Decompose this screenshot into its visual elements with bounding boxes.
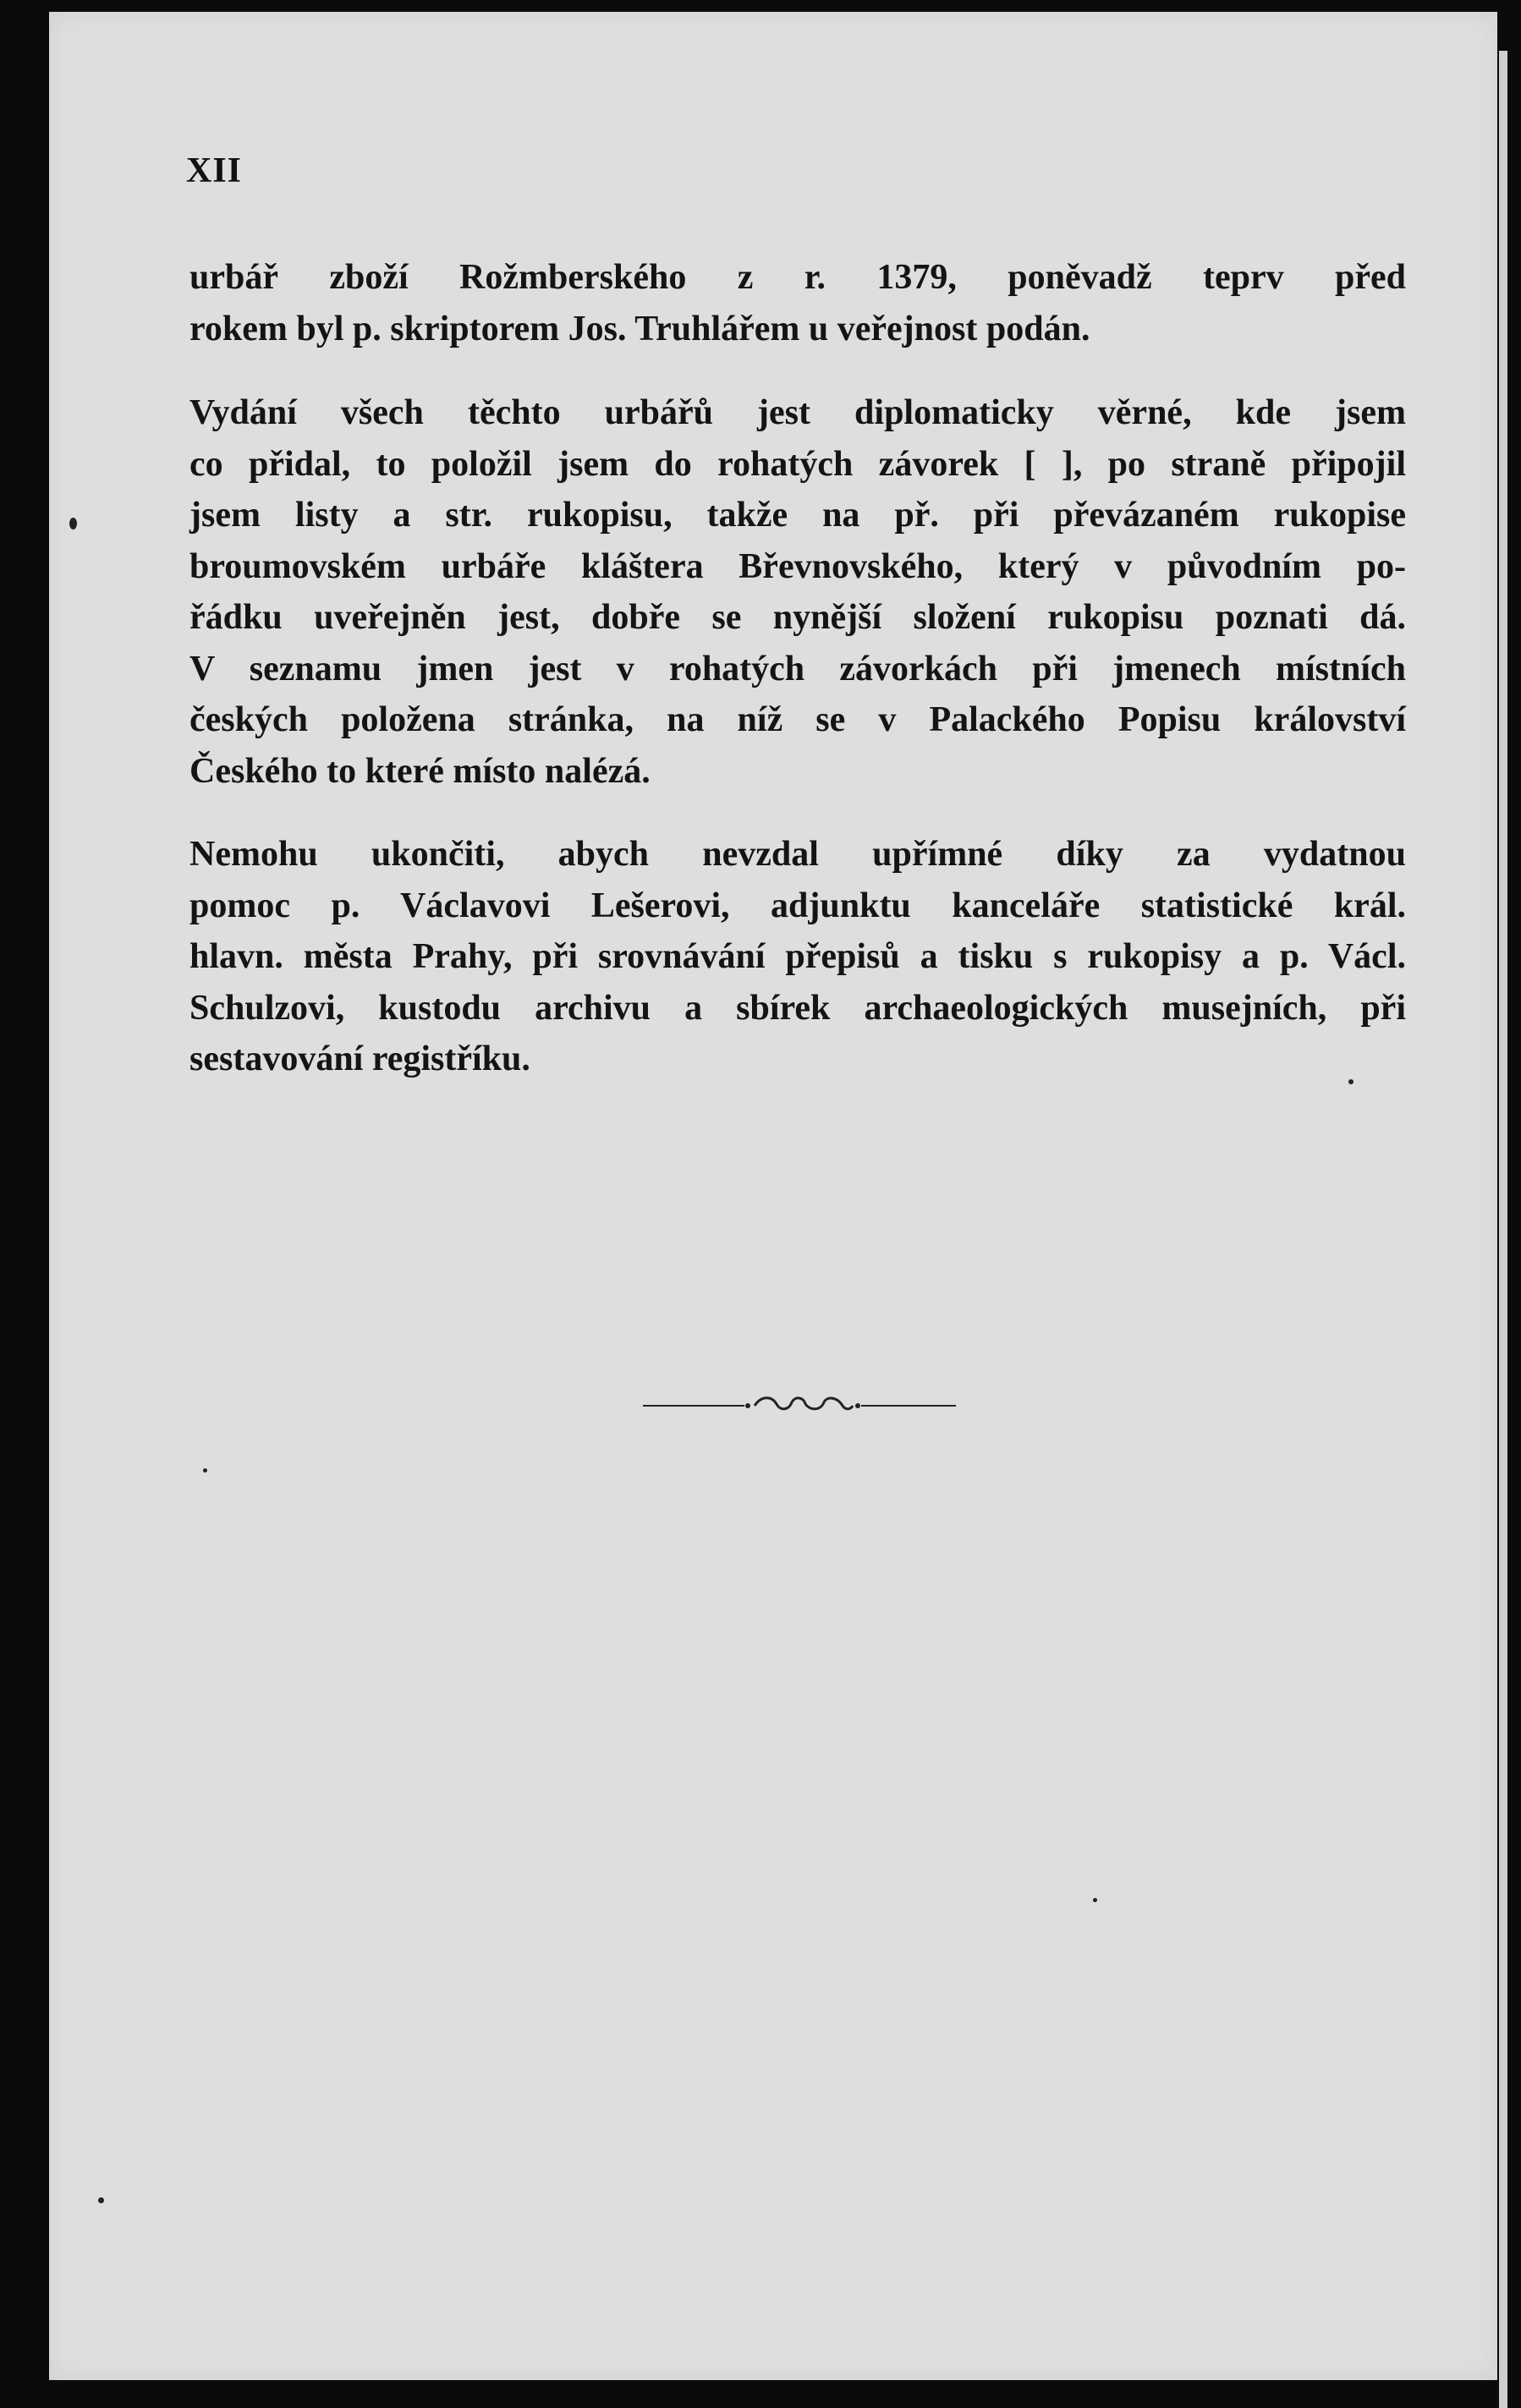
page-edge-right	[1499, 51, 1507, 2408]
paragraph-2	[189, 387, 1406, 797]
paragraph-line: Českého to které místo nalézá.	[189, 751, 651, 791]
book-page	[49, 12, 1497, 2380]
page-number: XII	[186, 151, 243, 190]
paragraph-line: broumovském urbáře kláštera Břevnovského, který v původním po-	[189, 546, 1406, 586]
margin-speck	[1348, 1079, 1354, 1084]
paragraph-line: Vydání všech těchto urbářů jest diplomaticky věrné, kde jsem	[189, 393, 1406, 432]
paragraph-line: sestavování registříku.	[189, 1039, 530, 1078]
paragraph-line: rokem byl p. skriptorem Jos. Truhlářem u veřejnost podán.	[189, 309, 1090, 348]
paragraph-line: urbář zboží Rožmberského z r. 1379, poněvadž teprv před	[189, 258, 1406, 297]
paragraph-line: českých položena stránka, na níž se v Palackého Popisu království	[189, 700, 1406, 739]
margin-speck	[203, 1468, 207, 1473]
paragraph-line: řádku uveřejněn jest, dobře se nynější složení rukopisu poznati dá.	[189, 598, 1406, 637]
paragraph-1	[189, 252, 1406, 354]
paragraph-line: Schulzovi, kustodu archivu a sbírek archaeologických musejních, při	[189, 988, 1406, 1028]
margin-speck	[1093, 1898, 1097, 1902]
paragraph-3	[189, 829, 1406, 1085]
paragraph-line: co přidal, to položil jsem do rohatých závorek [ ], po straně připojil	[189, 444, 1406, 484]
paragraph-line: jsem listy a str. rukopisu, takže na př. při převázaném rukopise	[189, 496, 1406, 535]
margin-speck	[98, 2197, 104, 2203]
paragraph-line: hlavn. města Prahy, při srovnávání přepisů a tisku s rukopisy a p. Václ.	[189, 937, 1406, 976]
paragraph-line: pomoc p. Václavovi Lešerovi, adjunktu kanceláře statistické král.	[189, 886, 1406, 925]
margin-speck	[69, 518, 77, 529]
ornamental-rule-icon	[643, 1387, 956, 1421]
scan-border-top	[49, 0, 1521, 12]
paragraph-line: Nemohu ukončiti, abych nevzdal upřímné díky za vydatnou	[189, 835, 1406, 874]
paragraph-line: V seznamu jmen jest v rohatých závorkách při jmenech místních	[189, 649, 1406, 688]
